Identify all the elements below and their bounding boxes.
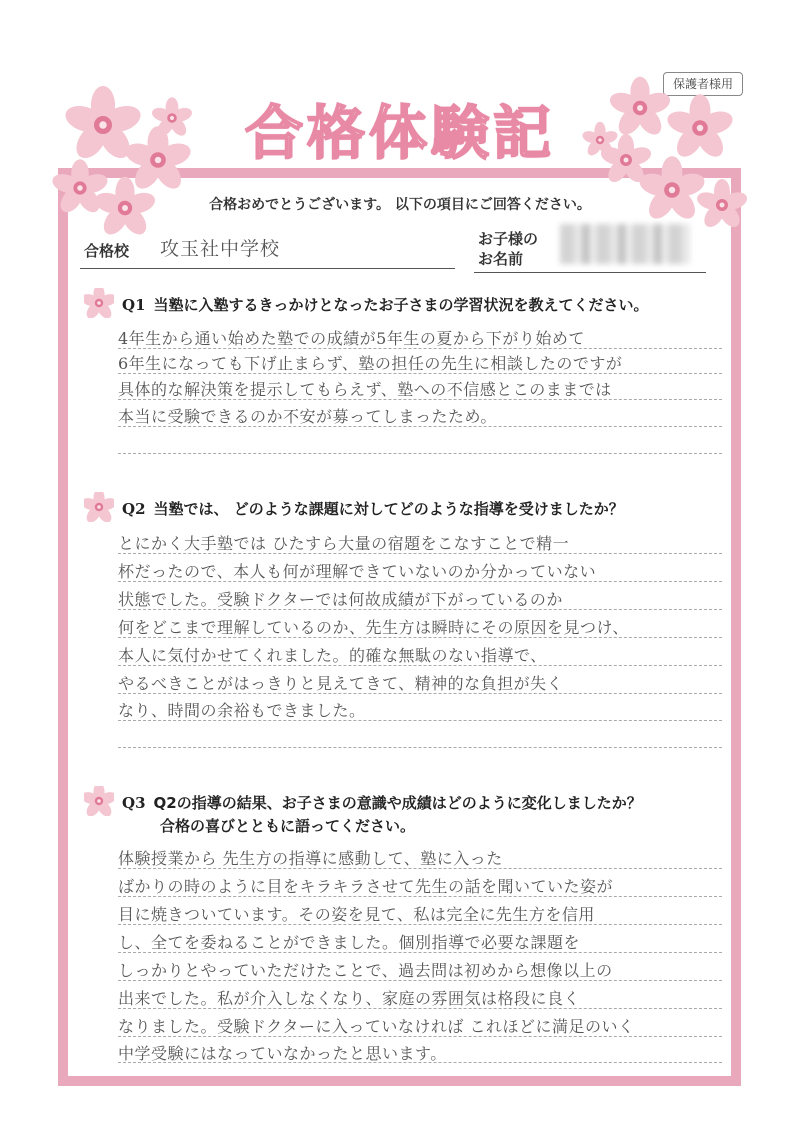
q3-answer-line: 中学受験にはなっていなかったと思います。 xyxy=(118,1044,447,1063)
q2-heading: Q2 当塾では、 どのような課題に対してどのような指導を受けましたか？ xyxy=(122,500,624,518)
q1-answer-line: 本当に受験できるのか不安が募ってしまったため。 xyxy=(118,407,497,426)
q3-answer-line: 体験授業から 先生方の指導に感動して、塾に入った xyxy=(118,849,503,868)
name-underline xyxy=(474,272,706,273)
q2-answer-line: やるべきことがはっきりと見えてきて、精神的な負担が失く xyxy=(118,674,564,693)
school-value: 攻玉社中学校 xyxy=(160,238,281,260)
parent-use-badge: 保護者様用 xyxy=(663,72,743,96)
q3-answer-line: 出来でした。私が介入しなくなり、家庭の雰囲気は格段に良く xyxy=(118,989,581,1008)
q2-answer-line: 本人に気付かせてくれました。的確な無駄のない指導で、 xyxy=(118,646,547,665)
q3-heading: Q3 Q2の指導の結果、お子さまの意識や成績はどのように変化しましたか？ xyxy=(122,794,642,812)
q1-answer-line: 4年生から通い始めた塾での成績が5年生の夏から下がり始めて xyxy=(118,329,585,348)
intro-text: 合格おめでとうございます。 以下の項目にご回答ください。 xyxy=(209,197,591,213)
child-name-redacted xyxy=(560,224,690,264)
q3-answer-line: ばかりの時のように目をキラキラさせて先生の話を聞いていた姿が xyxy=(118,877,614,896)
q3-subheading: 合格の喜びとともに語ってください。 xyxy=(160,817,416,835)
q1-answer-line: 具体的な解決策を提示してもらえず、塾への不信感とこのままでは xyxy=(118,380,612,399)
q1-answer-line: 6年生になっても下げ止まらず、塾の担任の先生に相談したのですが xyxy=(118,354,623,373)
q2-answer-line: 何をどこまで理解しているのか、先生方は瞬時にその原因を見つけ、 xyxy=(118,618,629,637)
cherry-blossom-overlay xyxy=(0,0,800,260)
school-label: 合格校 xyxy=(84,242,130,260)
q3-answer-line: なりました。受験ドクターに入っていなければ これほどに満足のいく xyxy=(118,1017,635,1036)
child-name-label-line2: お名前 xyxy=(478,250,524,268)
blossom-bullet-icon xyxy=(84,492,114,522)
q3-answer-line: 目に焼きついています。その姿を見て、私は完全に先生方を信用 xyxy=(118,905,595,924)
blossom-bullet-icon xyxy=(84,288,114,318)
q3-answer-line: し、全てを委ねることができました。個別指導で必要な課題を xyxy=(118,933,581,952)
q2-answer-line: 杯だったので、本人も何が理解できていないのか分かっていない xyxy=(118,562,597,581)
child-name-label-line1: お子様の xyxy=(478,230,539,248)
q2-answer-line: とにかく大手塾では ひたすら大量の宿題をこなすことで精一 xyxy=(118,534,570,553)
blossom-bullet-icon xyxy=(84,786,114,816)
page-title: 合格体験記 xyxy=(244,99,555,167)
q2-answer-line: 状態でした。受験ドクターでは何故成績が下がっているのか xyxy=(118,590,563,609)
q1-heading: Q1 当塾に入塾するきっかけとなったお子さまの学習状況を教えてください。 xyxy=(122,296,649,314)
q3-answer-line: しっかりとやっていただけたことで、過去問は初めから想像以上の xyxy=(118,961,613,980)
answer-rule xyxy=(118,747,722,748)
answer-rule xyxy=(118,453,722,454)
q2-answer-line: なり、時間の余裕もできました。 xyxy=(118,701,366,720)
school-underline xyxy=(80,268,455,269)
